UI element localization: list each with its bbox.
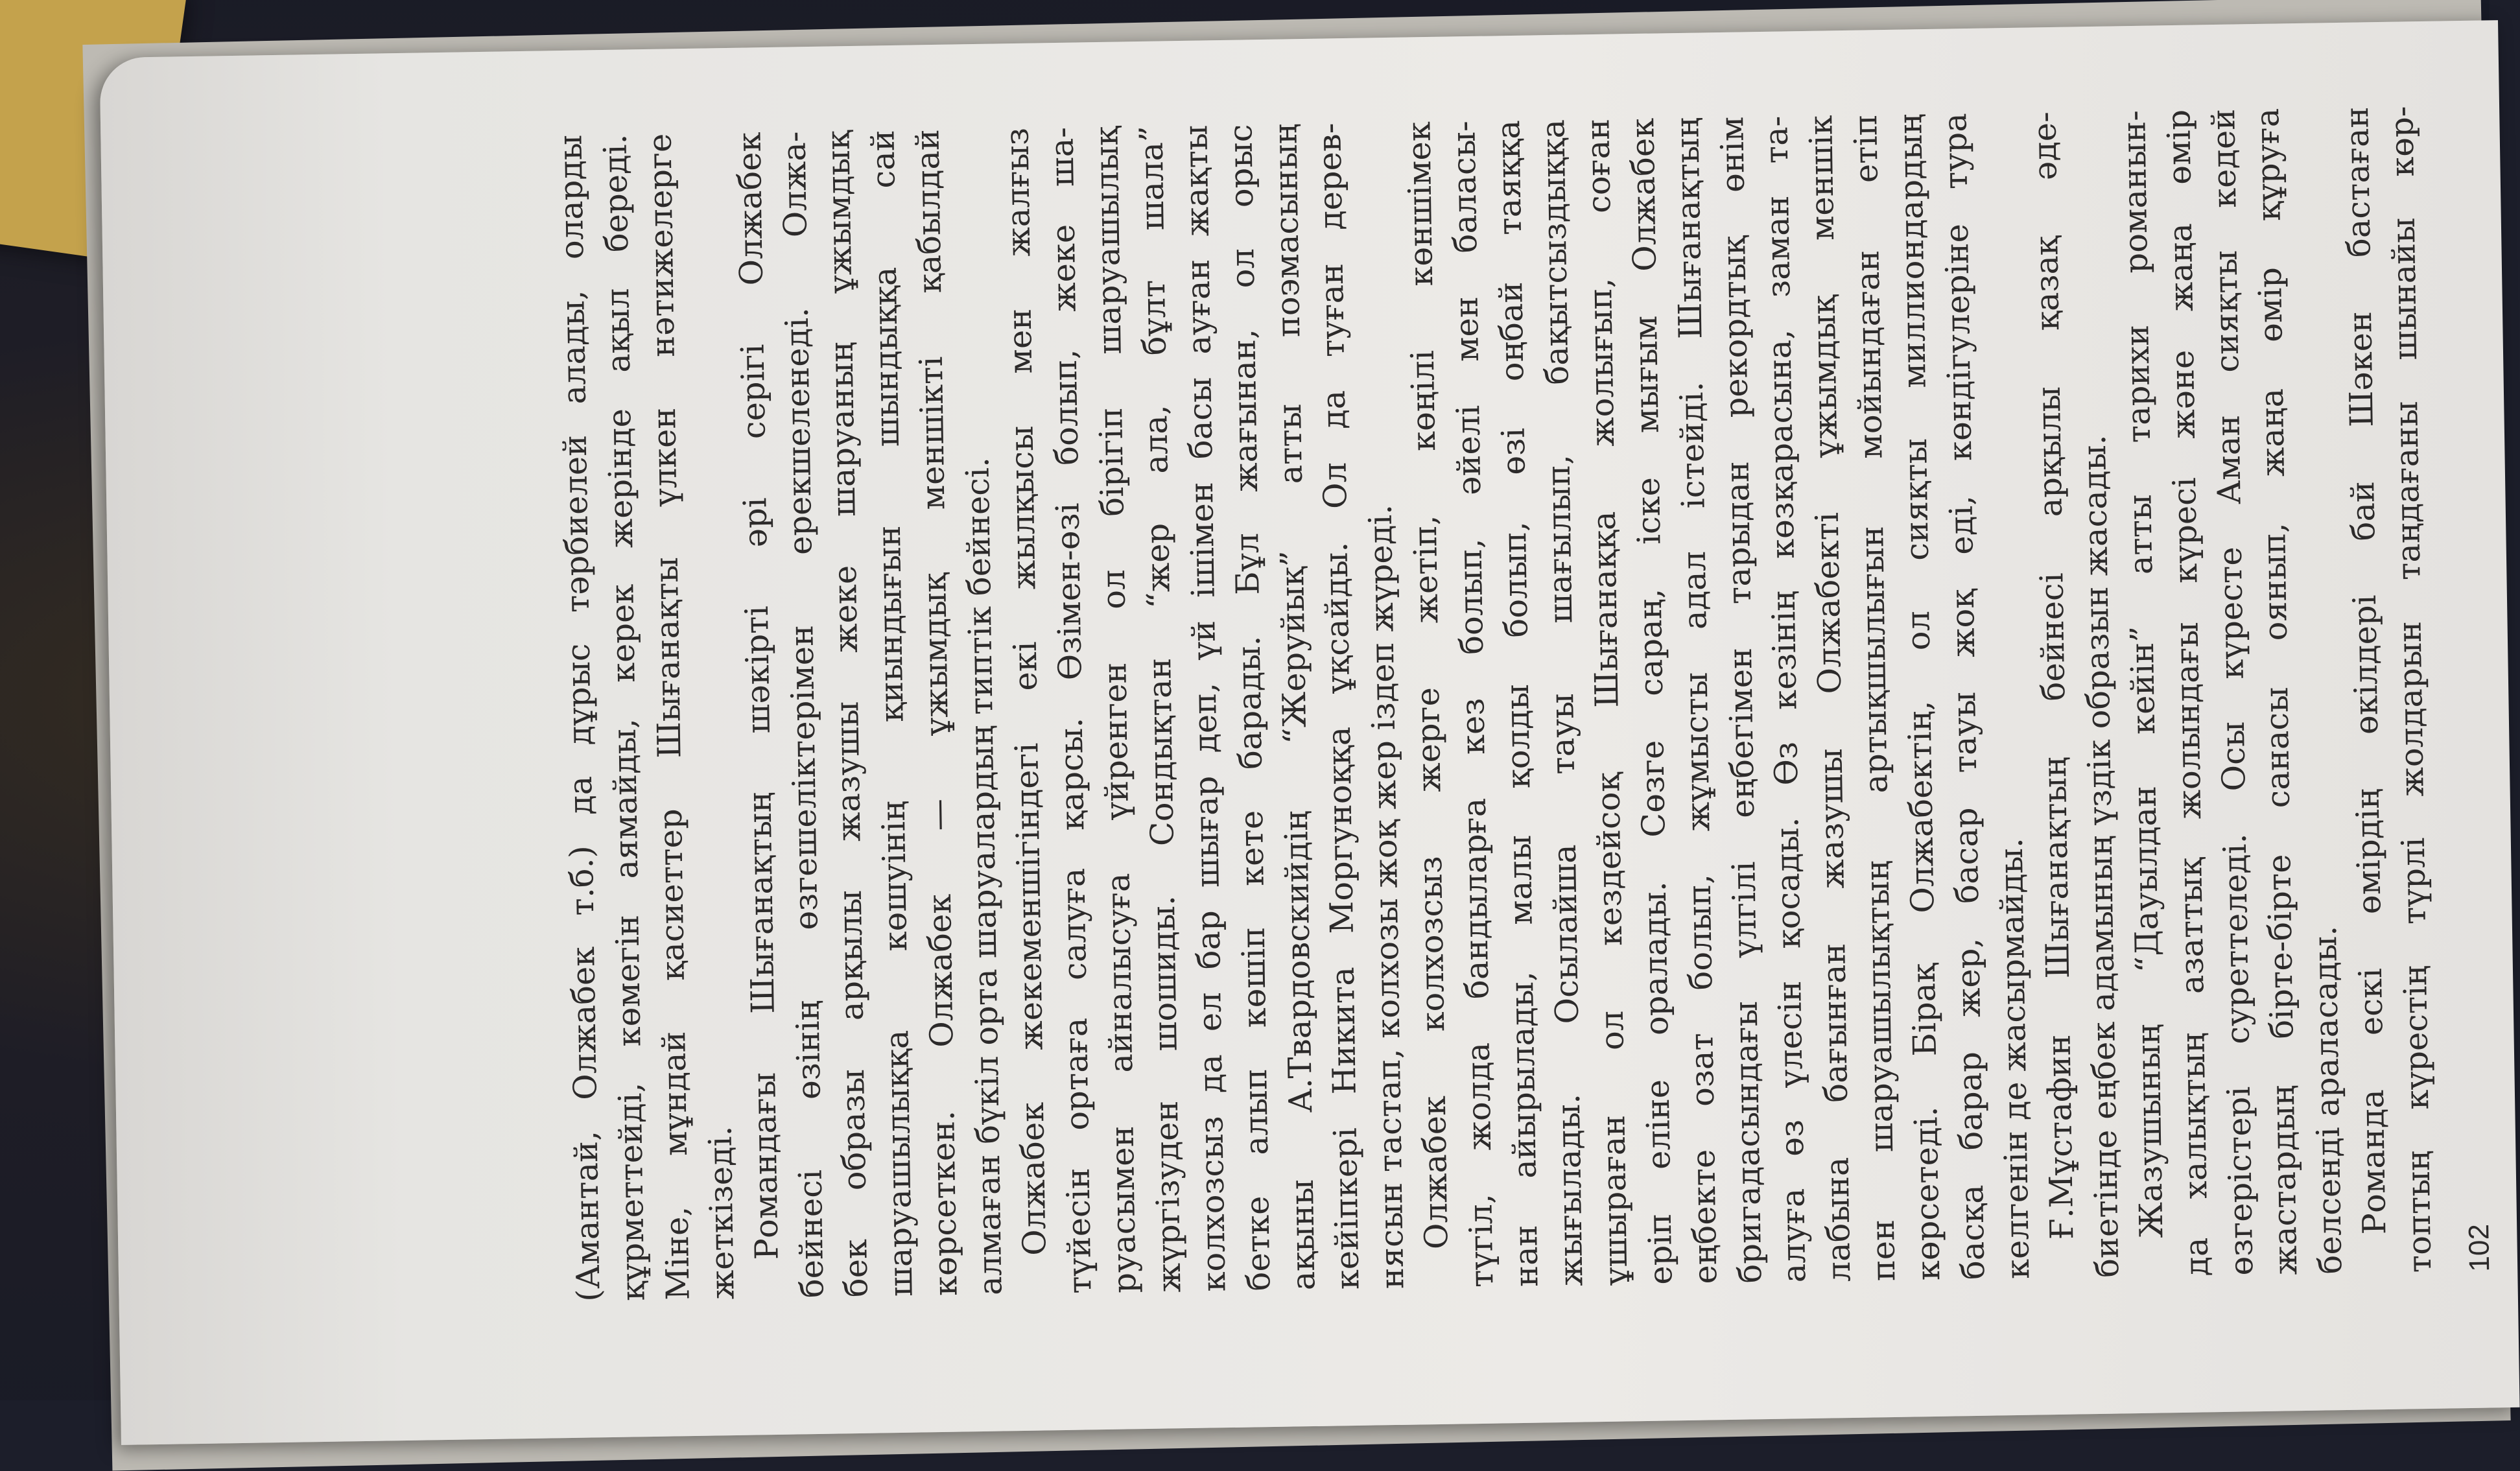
text-line: лабына бағынған жазушы Олжабекті ұжымдық меншік xyxy=(1802,115,1858,1282)
text-line: бек образы арқылы жазушы жеке шаруаның ұжымдық xyxy=(819,130,876,1298)
text-line: топтың күрестің түрлі жолдарын таңдағаны шынайы көр- xyxy=(2383,105,2439,1273)
text-line: Ғ.Мұстафин Шығанақтың бейнесі арқылы қазақ әде- xyxy=(2025,111,2081,1240)
text-line: жығылады. Осылайша тауы шағылып, бақытсыздыққа xyxy=(1534,119,1590,1287)
text-line: өзгерістері суреттеледі. Осы күресте Аман сияқты кедей xyxy=(2204,108,2260,1276)
text-line: бригадасындағы үлгілі еңбегімен тарыдан рекордтық өнім xyxy=(1712,116,1769,1284)
text-line: биетінде еңбек адамының үздік образын жасады. xyxy=(2075,434,2126,1278)
text-line: жастардың бірте-бірте санасы оянып, жаңа өмір құруға xyxy=(2248,108,2305,1275)
text-line: белсенді араласады. xyxy=(2306,925,2349,1275)
text-line: жеткізеді. xyxy=(701,1125,742,1300)
text-line: нан айырылады, малы қолды болып, өзі оңбай таяққа xyxy=(1489,119,1546,1288)
text-line: келгенін де жасырмайды. xyxy=(1992,837,2037,1280)
text-line: Романдағы Шығанақтың шәкірті әрі серігі Олжабек xyxy=(729,132,786,1260)
text-line: еріп еліне оралады. Сөзге сараң, іске мығым Олжабек xyxy=(1623,117,1680,1286)
paragraph-6 xyxy=(2112,107,2353,1277)
text-line: алмаған бүкіл орта шаруалардың типтік бейнесі. xyxy=(958,456,1009,1296)
text-line: көрсеткен. Олжабек — ұжымдық меншікті қабылдай xyxy=(908,128,965,1297)
text-line: нясын тастап, колхозы жоқ жер іздеп жүреді. xyxy=(1361,504,1411,1289)
text-line: колхозсыз да ел бар шығар деп, үй ішімен басы ауған жақты xyxy=(1176,124,1233,1292)
text-line: Олжабек колхозсыз жерге жетіп, көңілі көншімек xyxy=(1400,121,1455,1250)
text-line: еңбекте озат болып, жұмысты адал істейді. Шығанақтың xyxy=(1667,117,1725,1284)
text-line: шаруашылыққа көшуінің қиындығын шындыққа сай xyxy=(864,129,920,1297)
text-line: Міне, мұндай қасиеттер Шығанақты үлкен нәтижелерге xyxy=(641,133,697,1300)
text-line: (Амантай, Олжабек т.б.) да дұрыс тәрбиелей алады, оларды xyxy=(551,134,607,1302)
text-line: жүргізуден шошиды. Сондықтан “жер ала, бұлт шала” xyxy=(1132,125,1188,1293)
text-line: да халықтың азаттық жолындағы күресі және жаңа өмір xyxy=(2159,109,2215,1277)
text-line: руасымен айналысуға үйренген ол бірігіп шаруашылық xyxy=(1087,126,1144,1294)
paragraph-4 xyxy=(1396,112,2040,1289)
text-line: бетке алып көшіп кете барады. Бұл жағынан, ол орыс xyxy=(1221,124,1278,1291)
paragraph-2 xyxy=(727,128,1013,1299)
text-line: басқа барар жер, басар тауы жоқ еді, көндігулеріне тура xyxy=(1936,112,1992,1280)
text-line: ұшыраған ол кездейсоқ Шығанаққа жолығып, соған xyxy=(1579,118,1635,1286)
book-page xyxy=(99,20,2519,1445)
paragraph-7 xyxy=(2335,106,2442,1274)
paragraph-3 xyxy=(995,122,1415,1295)
page-text-block xyxy=(548,105,2496,1302)
text-line: түйесін ортаға салуға қарсы. Өзімен-өзі болып, жеке ша- xyxy=(1042,126,1099,1295)
text-line: түгіл, жолда бандыларға кез болып, әйелі мен баласы- xyxy=(1444,120,1501,1288)
text-line: кейіпкері Никита Моргуноққа ұқсайды. Ол да туған дерев- xyxy=(1310,122,1367,1290)
text-line: Жазушының “Дауылдан кейін” атты тарихи романын- xyxy=(2114,110,2171,1239)
text-line: ақыны А.Твардовскийдің “Жеруйық” атты поэмасының xyxy=(1266,123,1323,1291)
text-line: алуға өз үлесін қосады. Өз кезінің көзқарасына, заман та- xyxy=(1757,115,1813,1283)
text-line: бейнесі өзінің өзгешеліктерімен ерекшеленеді. Олжа- xyxy=(774,130,831,1299)
text-line: көрсетеді. Бірақ Олжабектің, ол сияқты миллиондардың xyxy=(1891,113,1948,1281)
text-line: пен шаруашылықтың артықшылығын мойындаған етіп xyxy=(1846,113,1903,1282)
text-line: Романда ескі өмірдің өкілдері бай Шәкен бастаған xyxy=(2338,106,2394,1235)
text-line: құрметтейді, көмегін аямайды, керек жерінде ақыл береді. xyxy=(596,134,652,1301)
text-line: Олжабек жекеменшігіндегі екі жылқысы мен жалғыз xyxy=(998,127,1054,1256)
paragraph-1 xyxy=(548,132,745,1302)
page-number: 102 xyxy=(2463,1223,2496,1273)
